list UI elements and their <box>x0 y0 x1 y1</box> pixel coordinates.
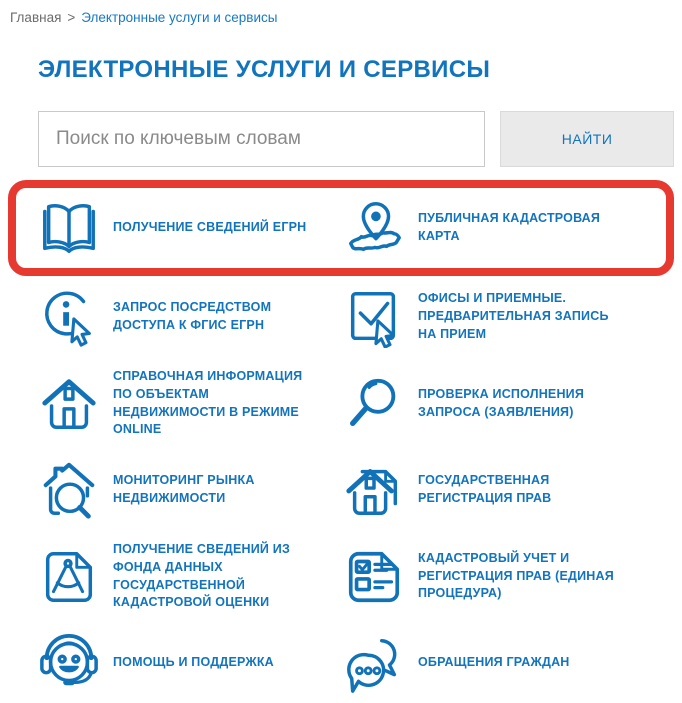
service-item-public-cadastral-map[interactable] <box>343 197 648 259</box>
service-item-citizen-appeals[interactable] <box>343 632 648 694</box>
service-item-online-reference[interactable] <box>38 368 343 439</box>
info-cursor-icon <box>38 286 100 348</box>
checklist-icon <box>343 546 405 608</box>
screen-check-cursor-icon <box>343 286 405 348</box>
services-grid <box>38 286 674 694</box>
house-icon <box>38 373 100 435</box>
service-label[interactable]: СПРАВОЧНАЯ ИНФОРМАЦИЯ ПО ОБЪЕКТАМ НЕДВИЖИМОСТИ В РЕЖИМЕ ONLINE <box>113 369 303 437</box>
service-label[interactable]: ЗАПРОС ПОСРЕДСТВОМ ДОСТУПА К ФГИС ЕГРН <box>113 300 272 332</box>
service-label[interactable]: МОНИТОРИНГ РЫНКА НЕДВИЖИМОСТИ <box>113 473 255 505</box>
open-book-icon <box>38 197 100 259</box>
service-label[interactable]: ПРОВЕРКА ИСПОЛНЕНИЯ ЗАПРОСА (ЗАЯВЛЕНИЯ) <box>418 386 585 419</box>
service-label[interactable]: ПОМОЩЬ И ПОДДЕРЖКА <box>113 655 274 670</box>
service-item-request-status-check[interactable] <box>343 368 648 439</box>
map-pin-russia-icon <box>343 197 405 259</box>
highlight-red-box <box>8 180 674 276</box>
house-document-icon <box>343 459 405 521</box>
breadcrumb <box>8 10 674 25</box>
service-label[interactable]: КАДАСТРОВЫЙ УЧЕТ И РЕГИСТРАЦИЯ ПРАВ (ЕДИНАЯ ПРОЦЕДУРА) <box>418 550 614 601</box>
service-label[interactable]: ПОЛУЧЕНИЕ СВЕДЕНИЙ ЕГРН <box>113 220 307 235</box>
search-bar <box>38 111 674 167</box>
support-headset-icon <box>38 632 100 694</box>
service-item-market-monitoring[interactable] <box>38 459 343 521</box>
service-item-offices-appointment[interactable] <box>343 286 648 348</box>
service-item-help-support[interactable] <box>38 632 343 694</box>
search-input[interactable] <box>38 111 485 167</box>
compass-document-icon <box>38 546 100 608</box>
service-item-cadastral-registration[interactable] <box>343 541 648 612</box>
breadcrumb-home-link[interactable]: Главная <box>10 10 62 25</box>
breadcrumb-current-link[interactable]: Электронные услуги и сервисы <box>81 10 278 25</box>
service-item-state-registration[interactable] <box>343 459 648 521</box>
service-label[interactable]: ОФИСЫ И ПРИЕМНЫЕ. ПРЕДВАРИТЕЛЬНАЯ ЗАПИСЬ НА ПРИЕМ <box>418 291 609 341</box>
breadcrumb-separator: > <box>67 10 76 25</box>
service-item-fgis-egrn-request[interactable] <box>38 286 343 348</box>
service-item-egrn-info[interactable] <box>38 197 343 259</box>
service-label[interactable]: ОБРАЩЕНИЯ ГРАЖДАН <box>418 655 570 670</box>
magnifier-icon <box>343 373 405 435</box>
service-label[interactable]: ПУБЛИЧНАЯ КАДАСТРОВАЯ КАРТА <box>418 211 601 243</box>
service-label[interactable]: ГОСУДАРСТВЕННАЯ РЕГИСТРАЦИЯ ПРАВ <box>418 473 552 505</box>
page-title: ЭЛЕКТРОННЫЕ УСЛУГИ И СЕРВИСЫ <box>38 56 491 83</box>
house-magnifier-icon <box>38 459 100 521</box>
service-label[interactable]: ПОЛУЧЕНИЕ СВЕДЕНИЙ ИЗ ФОНДА ДАННЫХ ГОСУДАРСТВЕННОЙ КАДАСТРОВОЙ ОЦЕНКИ <box>113 542 291 610</box>
chat-bubbles-icon <box>343 632 405 694</box>
search-button[interactable]: НАЙТИ <box>500 111 674 167</box>
service-item-valuation-fund-data[interactable] <box>38 541 343 612</box>
